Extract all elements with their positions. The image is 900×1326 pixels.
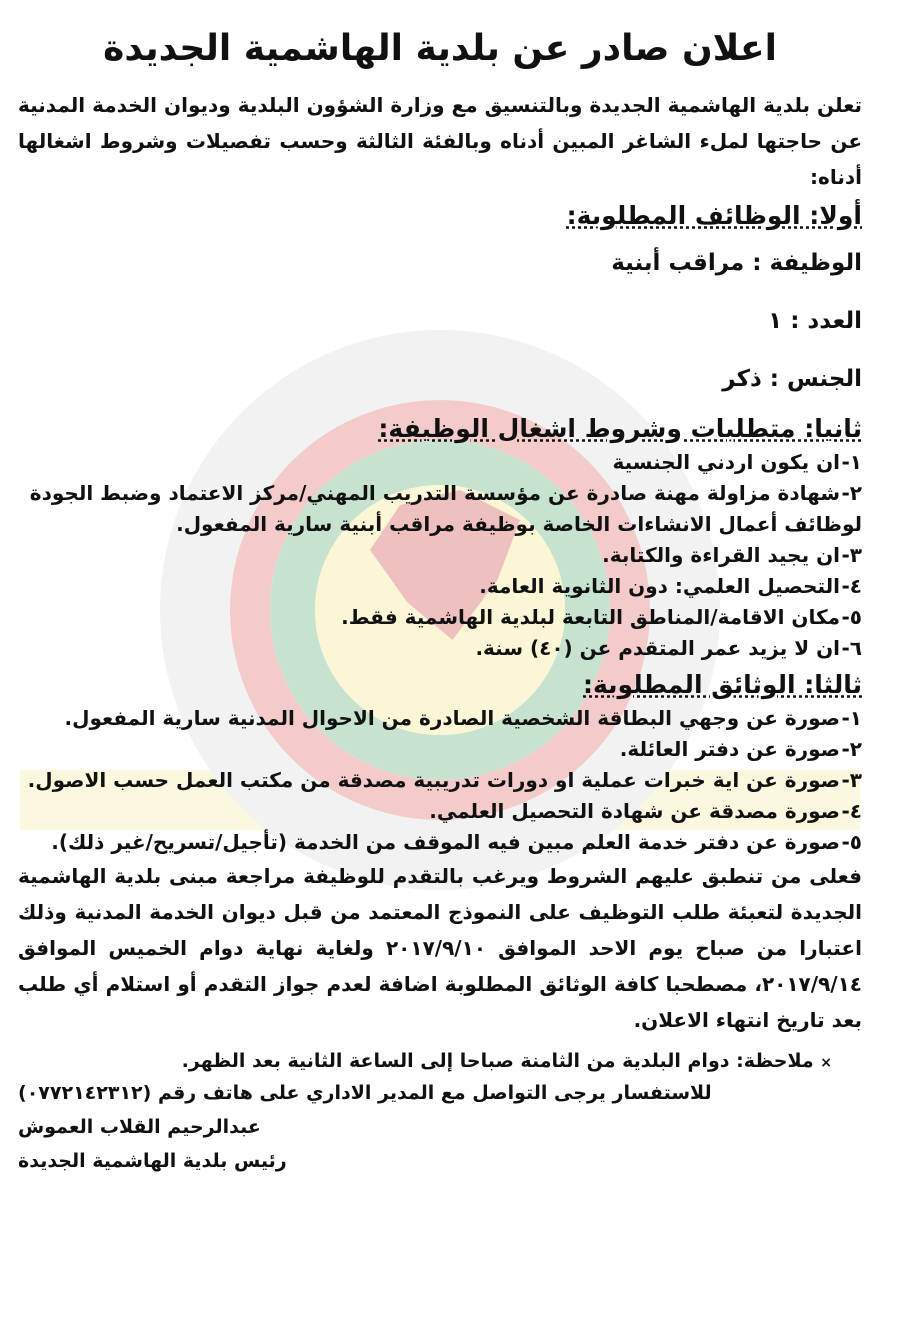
contact-line: للاستفسار يرجى التواصل مع المدير الاداري على هاتف رقم (٠٧٧٢١٤٢٣١٢) [18, 1082, 712, 1104]
requirements-list [18, 447, 862, 664]
list-item: ٣-ان يجيد القراءة والكتابة. [602, 543, 862, 567]
announcement-title: اعلان صادر عن بلدية الهاشمية الجديدة [103, 28, 777, 69]
intro-paragraph: تعلن بلدية الهاشمية الجديدة وبالتنسيق مع وزارة الشؤون البلدية وديوان الخدمة المدنية عن حاجتها لملء الشاغر المبين أدناه وبالفئة الثالثة وحسب تفصيلات وشروط اشغالها أدناه: [18, 93, 862, 189]
list-item: ٤-التحصيل العلمي: دون الثانوية العامة. [479, 574, 862, 598]
job-title-field: الوظيفة : مراقب أبنية [611, 250, 862, 276]
list-item: ١-ان يكون اردني الجنسية [612, 450, 862, 474]
signatory-position: رئيس بلدية الهاشمية الجديدة [18, 1150, 287, 1172]
list-item: ٦-ان لا يزيد عمر المتقدم عن (٤٠) سنة. [475, 636, 862, 660]
signature-block [18, 1110, 862, 1178]
gender-field: الجنس : ذكر [722, 366, 862, 392]
section3-heading: ثالثا: الوثائق المطلوبة: [583, 670, 862, 699]
list-item: ٣-صورة عن اية خبرات عملية او دورات تدريبية مصدقة من مكتب العمل حسب الاصول. [27, 768, 862, 792]
list-item: ٥-مكان الاقامة/المناطق التابعة لبلدية الهاشمية فقط. [341, 605, 862, 629]
list-item: ٢-شهادة مزاولة مهنة صادرة عن مؤسسة التدريب المهني/مركز الاعتماد وضبط الجودة لوظائف أعمال الانشاءات الخاصة بوظيفة مراقب أبنية سارية المفعول. [29, 481, 862, 536]
signatory-name: عبدالرحيم القلاب العموش [18, 1116, 261, 1138]
list-item: ٥-صورة عن دفتر خدمة العلم مبين فيه الموقف من الخدمة (تأجيل/تسريح/غير ذلك). [51, 830, 862, 854]
section2-heading: ثانيا: متطلبات وشروط اشغال الوظيفة: [378, 414, 862, 443]
closing-paragraph: فعلى من تنطبق عليهم الشروط ويرغب بالتقدم للوظيفة مراجعة مبنى بلدية الهاشمية الجديدة لتعبئة طلب التوظيف على النموذج المعتمد من قبل ديوان الخدمة المدنية وذلك اعتبارا من صباح يوم الاحد الموافق ٢٠١٧/٩/١٠ ولغاية نهاية دوام الخميس الموافق ٢٠١٧/٩/١٤، مصطحبا كافة الوثائق المطلوبة اضافة لعدم جواز التقدم أو استلام أي طلب بعد تاريخ انتهاء الاعلان. [18, 864, 862, 1032]
list-item: ٤-صورة مصدقة عن شهادة التحصيل العلمي. [429, 799, 862, 823]
list-item: ١-صورة عن وجهي البطاقة الشخصية الصادرة من الاحوال المدنية سارية المفعول. [64, 706, 862, 730]
section1-heading: أولا: الوظائف المطلوبة: [566, 201, 862, 230]
note-line: × ملاحظة: دوام البلدية من الثامنة صباحا إلى الساعة الثانية بعد الظهر. [181, 1050, 832, 1072]
count-field: العدد : ١ [768, 308, 862, 334]
documents-list [18, 703, 862, 858]
list-item: ٢-صورة عن دفتر العائلة. [619, 737, 862, 761]
note-bullet-icon: × [820, 1055, 832, 1071]
